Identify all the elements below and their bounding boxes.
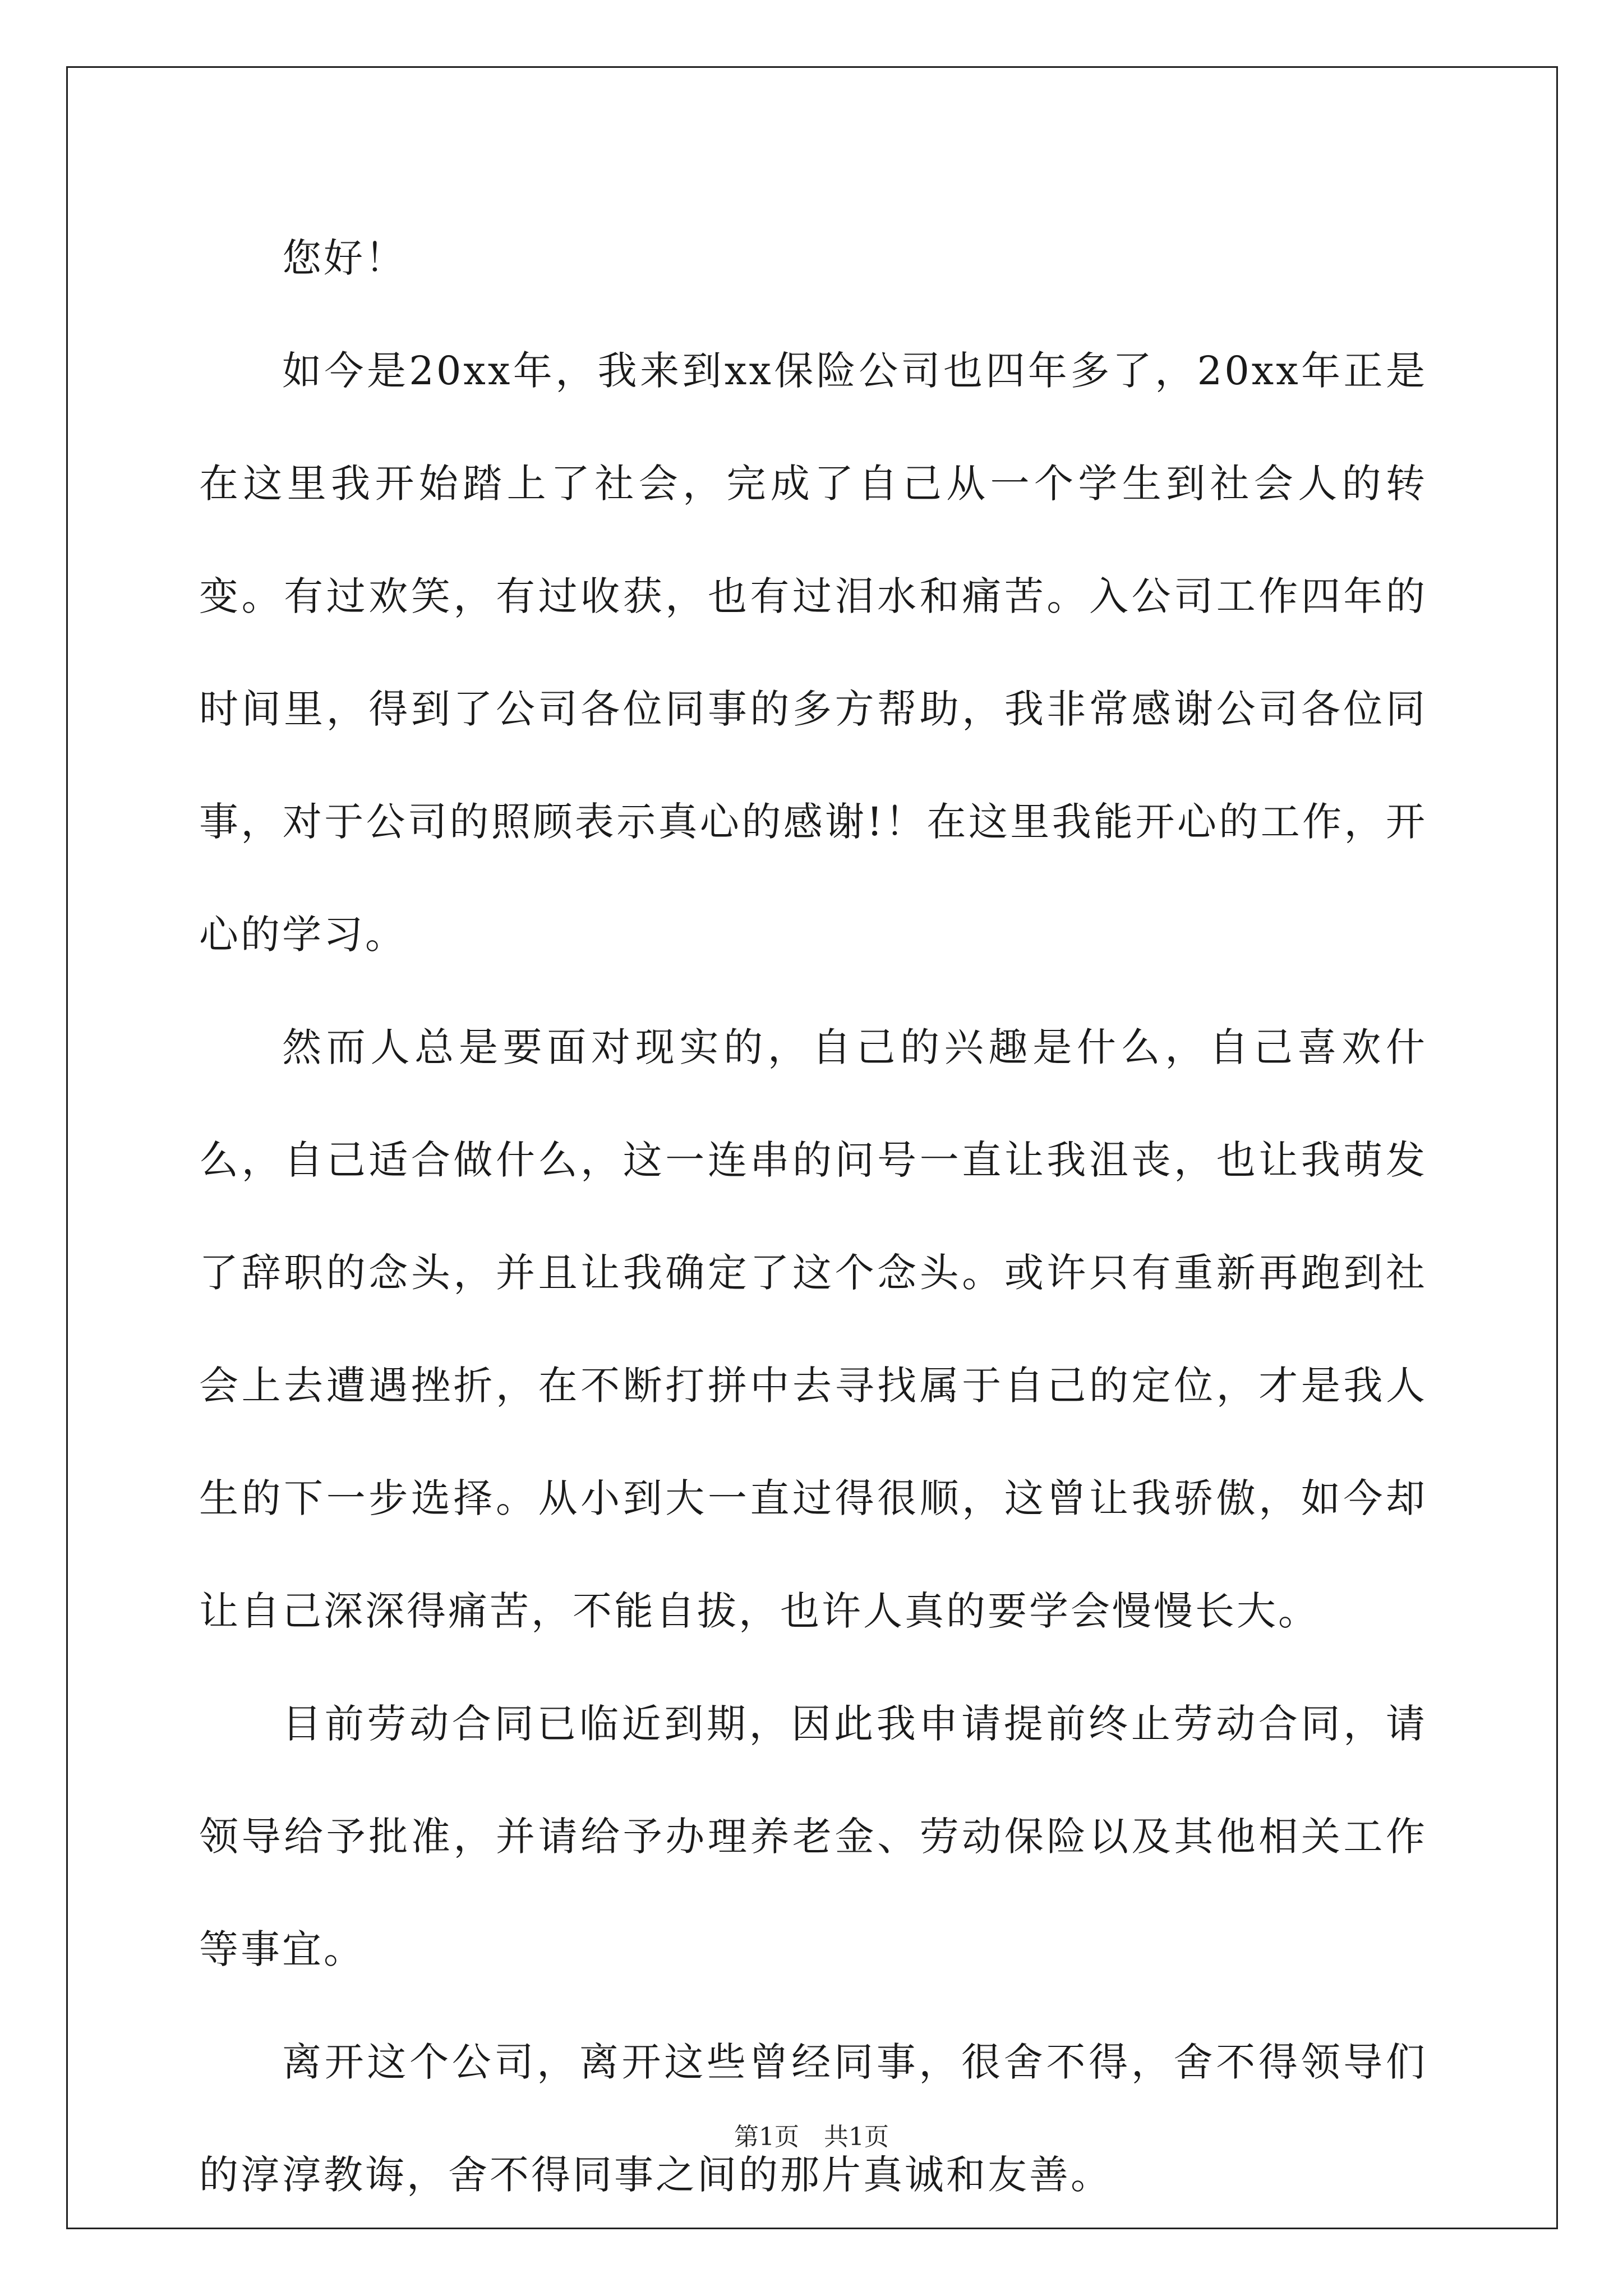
paragraph-2: 然而人总是要面对现实的，自己的兴趣是什么，自己喜欢什么，自己适合做什么，这一连串的问号一直让我沮丧，也让我萌发了辞职的念头，并且让我确定了这个念头。或许只有重新再跑到社会上去遭遇挫折，在不断打拼中去寻找属于自己的定位，才是我人生的下一步选择。从小到大一直过得很顺，这曾让我骄傲，如今却让自己深深得痛苦，不能自拔，也许人真的要学会慢慢长大。 bbox=[199, 1024, 1427, 1634]
paragraph-4: 离开这个公司，离开这些曾经同事，很舍不得，舍不得领导们的淳淳教诲，舍不得同事之间的那片真诚和友善。 bbox=[199, 2039, 1427, 2198]
paragraph-1: 如今是20xx年，我来到xx保险公司也四年多了，20xx年正是在这里我开始踏上了社会，完成了自己从一个学生到社会人的转变。有过欢笑，有过收获，也有过泪水和痛苦。入公司工作四年的时间里，得到了公司各位同事的多方帮助，我非常感谢公司各位同事，对于公司的照顾表示真心的感谢!！在这里我能开心的工作，开心的学习。 bbox=[199, 348, 1427, 958]
letter-body bbox=[199, 202, 1427, 2231]
paragraph-3: 目前劳动合同已临近到期，因此我申请提前终止劳动合同，请领导给予批准，并请给予办理养老金、劳动保险以及其他相关工作等事宜。 bbox=[199, 1701, 1427, 1972]
page-number: 第1页 共1页 bbox=[734, 2123, 889, 2151]
greeting: 您好！ bbox=[282, 235, 407, 281]
